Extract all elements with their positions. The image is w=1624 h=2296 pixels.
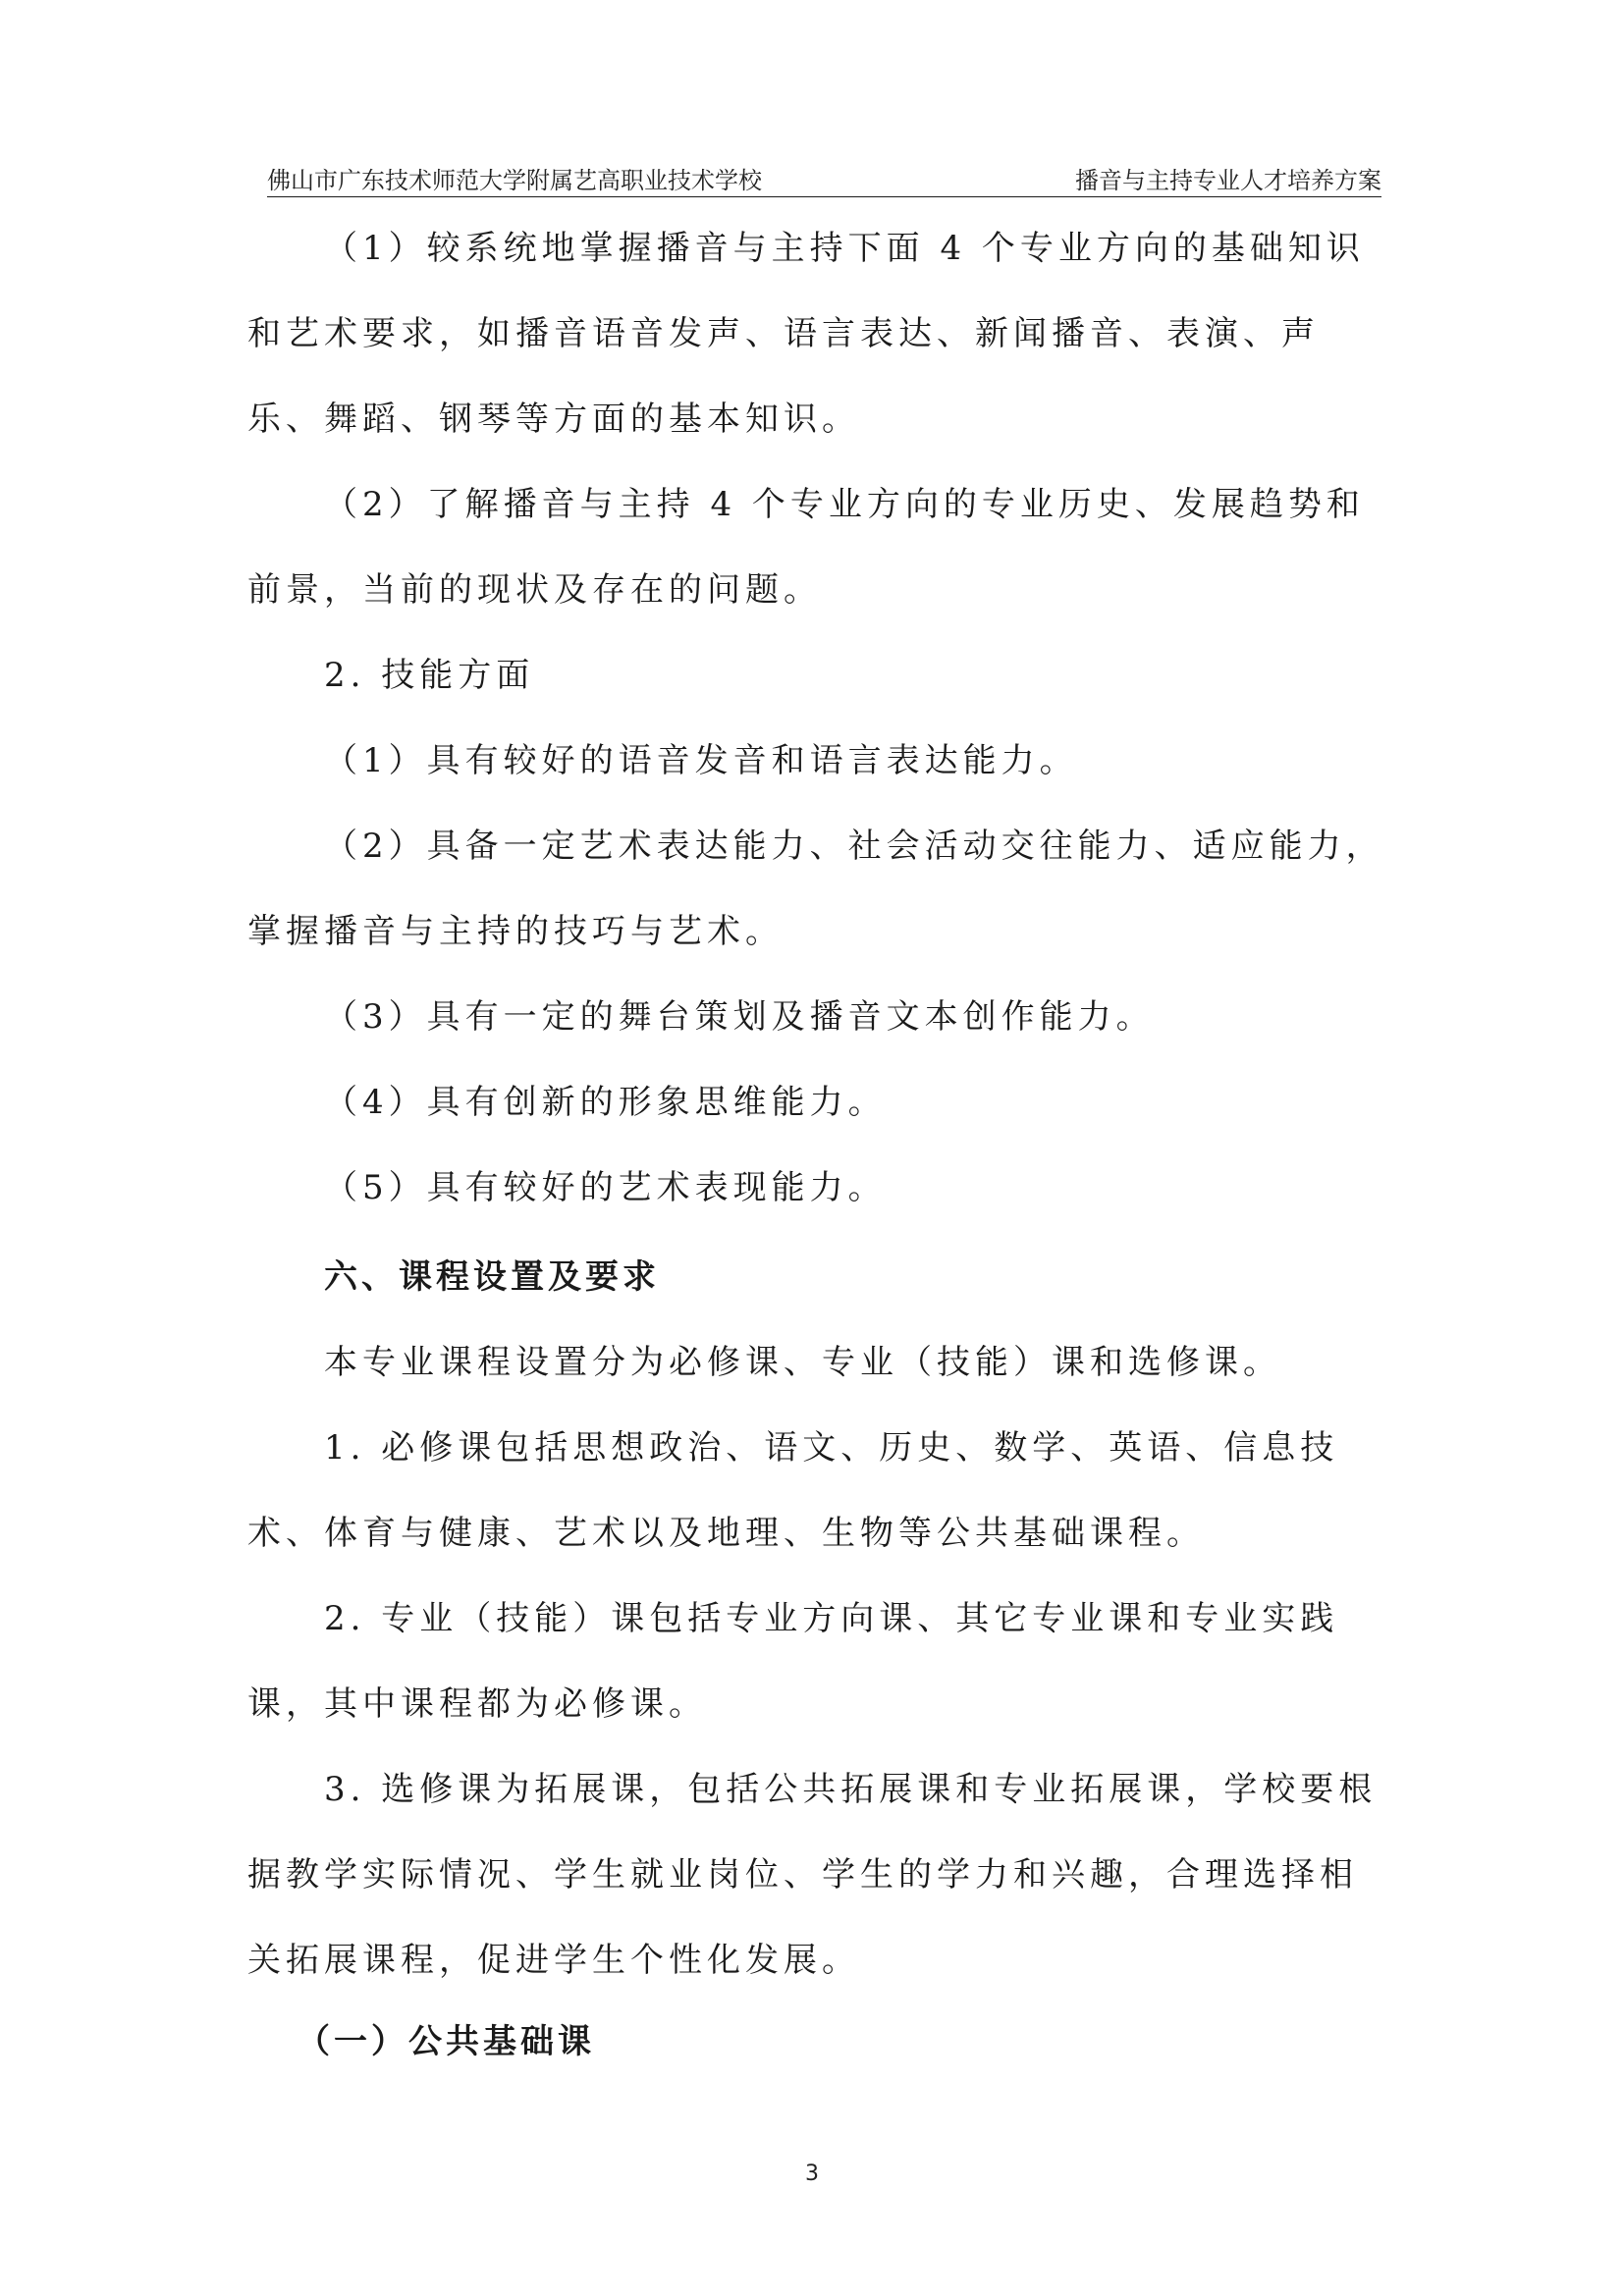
paragraph-skill-1: （1）具有较好的语音发音和语言表达能力。 xyxy=(324,741,1078,780)
paragraph-required-courses: 1. 必修课包括思想政治、语文、历史、数学、英语、信息技术、体育与健康、艺术以及地理、生物等公共基础课程。 xyxy=(247,1428,1339,1553)
section-skills-title: 2. 技能方面 xyxy=(324,656,535,695)
header-school-name: 佛山市广东技术师范大学附属艺高职业技术学校 xyxy=(267,167,762,194)
paragraph-skill-5: （5）具有较好的艺术表现能力。 xyxy=(324,1168,887,1207)
paragraph-knowledge-2: （2）了解播音与主持 4 个专业方向的专业历史、发展趋势和前景，当前的现状及存在的问题。 xyxy=(247,485,1365,610)
paragraph-knowledge-1: （1）较系统地掌握播音与主持下面 4 个专业方向的基础知识和艺术要求，如播音语音发声、语言表达、新闻播音、表演、声乐、舞蹈、钢琴等方面的基本知识。 xyxy=(247,229,1365,439)
document-body xyxy=(247,206,1391,2080)
paragraph-professional-courses: 2. 专业（技能）课包括专业方向课、其它专业课和专业实践课，其中课程都为必修课。 xyxy=(247,1599,1339,1724)
page-number: 3 xyxy=(805,2162,819,2186)
subsection-heading-public-courses: （一）公共基础课 xyxy=(297,2022,595,2061)
paragraph-skill-4: （4）具有创新的形象思维能力。 xyxy=(324,1083,887,1122)
paragraph-elective-courses: 3. 选修课为拓展课，包括公共拓展课和专业拓展课，学校要根据教学实际情况、学生就业岗位、学生的学力和兴趣，合理选择相关拓展课程，促进学生个性化发展。 xyxy=(247,1770,1378,1980)
page-header xyxy=(267,157,1381,197)
paragraph-curriculum-intro: 本专业课程设置分为必修课、专业（技能）课和选修课。 xyxy=(324,1343,1281,1382)
paragraph-skill-2: （2）具备一定艺术表达能力、社会活动交往能力、适应能力，掌握播音与主持的技巧与艺术。 xyxy=(247,827,1384,951)
section-heading-curriculum: 六、课程设置及要求 xyxy=(324,1257,660,1297)
header-document-title: 播音与主持专业人才培养方案 xyxy=(1075,167,1381,194)
paragraph-skill-3: （3）具有一定的舞台策划及播音文本创作能力。 xyxy=(324,997,1155,1037)
